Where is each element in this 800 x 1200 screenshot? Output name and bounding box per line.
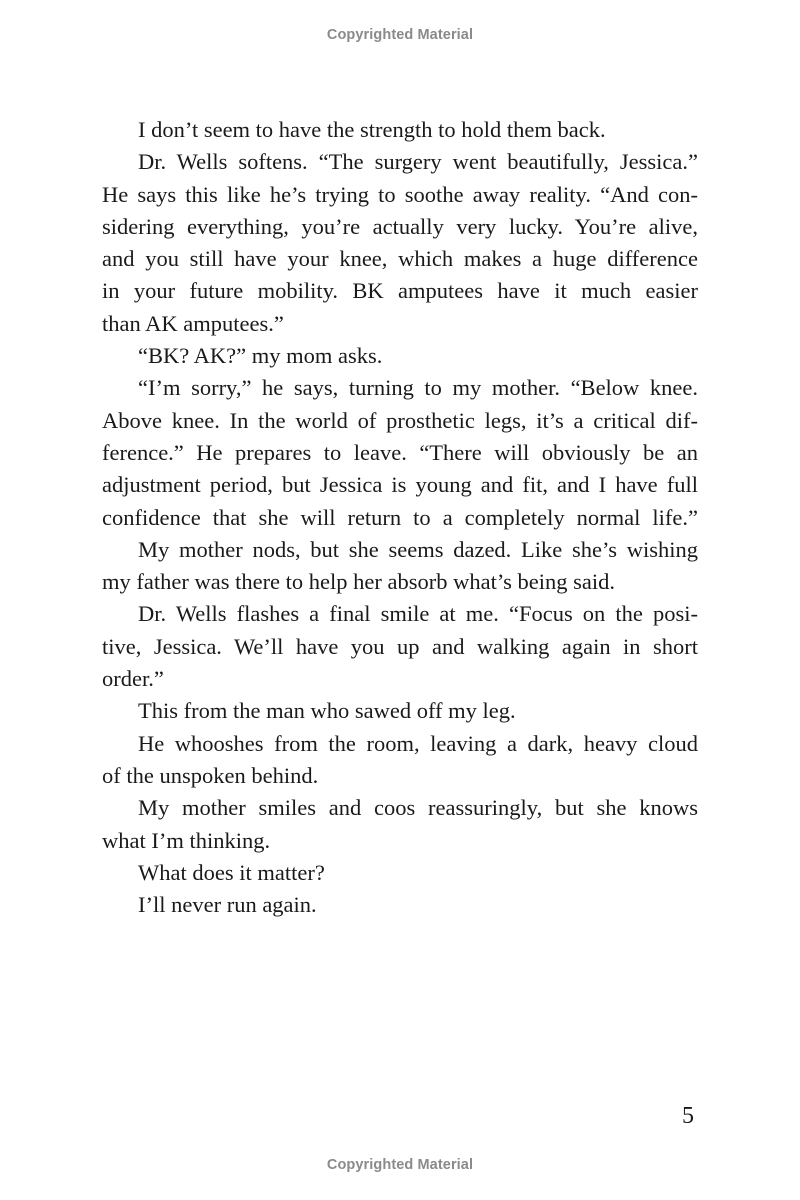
copyright-header: Copyrighted Material <box>326 27 474 43</box>
text-line: He says this like he’s trying to soothe away reality. “And con- <box>102 181 698 207</box>
text-line: My mother nods, but she seems dazed. Like she’s wishing <box>138 536 698 562</box>
text-line: sidering everything, you’re actually very lucky. You’re alive, <box>102 213 698 239</box>
text-line: I’ll never run again. <box>138 892 317 918</box>
body-text <box>102 114 698 921</box>
text-line: what I’m thinking. <box>102 827 271 853</box>
text-line: ference.” He prepares to leave. “There will obviously be an <box>102 439 698 465</box>
text-line: tive, Jessica. We’ll have you up and walking again in short <box>102 633 698 659</box>
text-line: of the unspoken behind. <box>102 762 319 788</box>
text-line: I don’t seem to have the strength to hold them back. <box>138 117 606 142</box>
text-line: What does it matter? <box>138 859 325 885</box>
text-line: order.” <box>102 666 164 692</box>
text-line: my father was there to help her absorb what’s being said. <box>102 569 615 595</box>
text-line: “BK? AK?” my mom asks. <box>138 343 383 369</box>
copyright-footer: Copyrighted Material <box>326 1157 474 1173</box>
text-line: “I’m sorry,” he says, turning to my mother. “Below knee. <box>138 375 698 401</box>
text-line: Dr. Wells softens. “The surgery went beautifully, Jessica.” <box>138 149 698 175</box>
page-number: 5 <box>682 1103 694 1129</box>
text-line: My mother smiles and coos reassuringly, but she knows <box>138 795 698 821</box>
text-line: confidence that she will return to a completely normal life.” <box>102 504 698 530</box>
text-line: and you still have your knee, which makes a huge difference <box>102 246 698 272</box>
text-line: than AK amputees.” <box>102 310 284 336</box>
text-line: in your future mobility. BK amputees have it much easier <box>102 278 698 304</box>
text-line: He whooshes from the room, leaving a dark, heavy cloud <box>138 730 698 756</box>
text-line: This from the man who sawed off my leg. <box>138 698 516 724</box>
text-line: Above knee. In the world of prosthetic legs, it’s a critical dif- <box>102 407 698 433</box>
text-line: adjustment period, but Jessica is young and fit, and I have full <box>102 472 698 498</box>
text-line: Dr. Wells flashes a final smile at me. “Focus on the posi- <box>138 601 698 627</box>
